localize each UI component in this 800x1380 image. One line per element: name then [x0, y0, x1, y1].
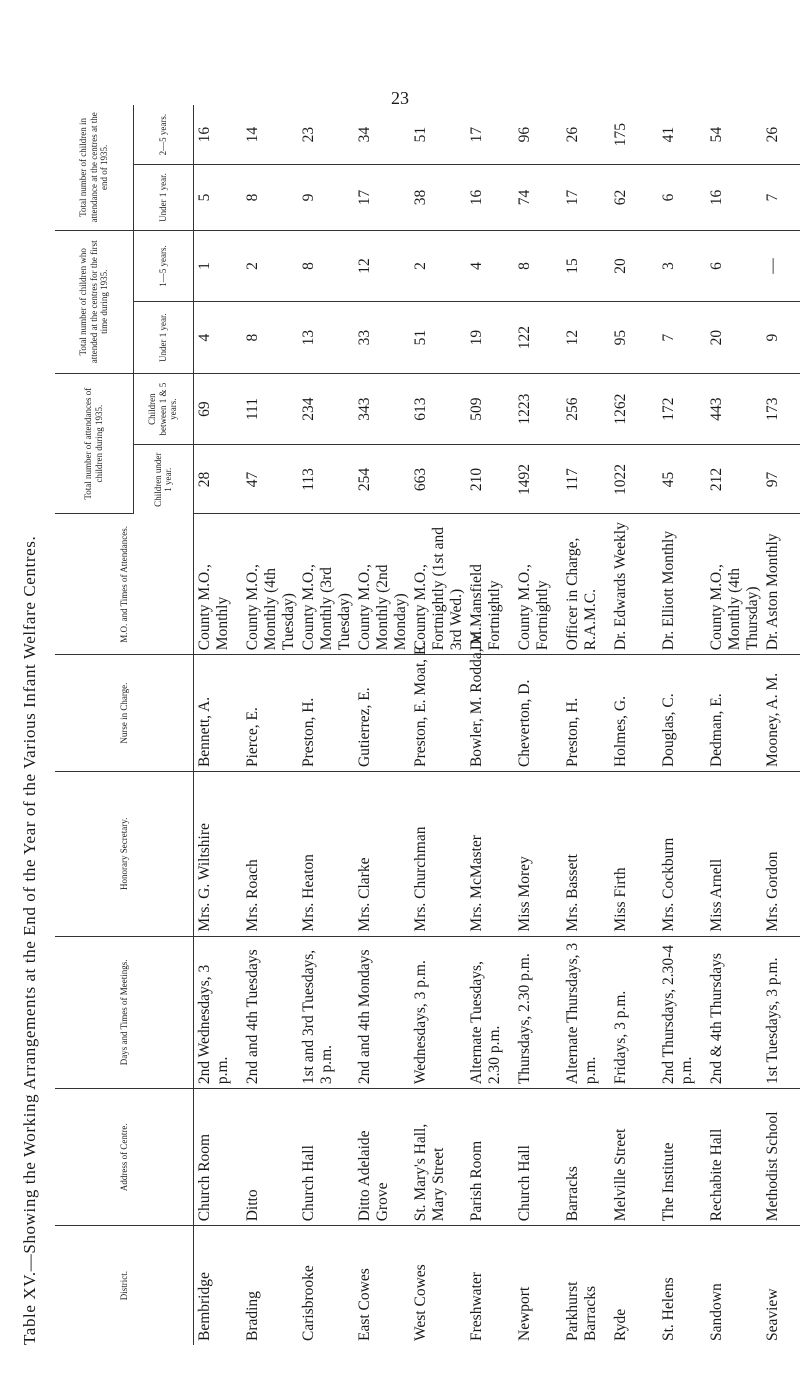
nurse-cell: Gutierrez, E.	[354, 655, 410, 772]
district-cell: Freshwater	[467, 1272, 485, 1341]
district-cell: Carisbrooke	[299, 1265, 317, 1341]
secretary-cell: Mrs. Heaton	[298, 772, 354, 937]
first-time-under1-cell: 51	[410, 302, 466, 374]
meeting-days-cell: 2nd Thursdays, 2.30-4 p.m.	[658, 936, 706, 1089]
meeting-days-cell: 2nd Wednesdays, 3 p.m.	[193, 936, 242, 1089]
end-year-under1-cell: 5	[193, 165, 242, 231]
medical-officer-cell: Officer in Charge, R.A.M.C.	[562, 514, 610, 655]
attendances-under1-cell: 45	[658, 445, 706, 514]
first-time-1to5-cell: 12	[354, 230, 410, 302]
nurse-cell: Bennett, A.	[193, 655, 242, 772]
address-cell: The Institute	[658, 1089, 706, 1226]
rotated-table-wrapper	[55, 105, 781, 1345]
nurse-cell: Bowler, M. Rodda, M.	[466, 655, 514, 772]
district-cell: Brading	[243, 1291, 261, 1341]
first-time-under1-cell: 13	[298, 302, 354, 374]
medical-officer-cell: County M.O., Monthly (2nd Monday)	[354, 514, 410, 655]
nurse-cell: Mooney, A. M.	[762, 655, 800, 772]
meeting-days-cell: 2nd and 4th Mondays	[354, 936, 410, 1089]
attendances-under1-cell: 254	[354, 445, 410, 514]
table-row	[706, 105, 762, 1345]
district-cell: St. Helens	[659, 1277, 677, 1341]
end-year-2to5-cell: 17	[466, 105, 514, 165]
first-time-under1-cell: 95	[610, 302, 658, 374]
end-year-2to5-cell: 26	[762, 105, 800, 165]
address-cell: Church Hall	[298, 1089, 354, 1226]
table-row	[658, 105, 706, 1345]
end-year-under1-cell: 7	[762, 165, 800, 231]
attendances-1to5-cell: 256	[562, 373, 610, 445]
header-medical-officer: M.O. and Times of Attendances.	[55, 514, 193, 655]
attendances-1to5-cell: 509	[466, 373, 514, 445]
header-district: District.	[55, 1226, 193, 1345]
meeting-days-cell: Alternate Tuesdays, 2.30 p.m.	[466, 936, 514, 1089]
first-time-under1-cell: 20	[706, 302, 762, 374]
first-time-1to5-cell: 4	[466, 230, 514, 302]
secretary-cell: Mrs. Churchman	[410, 772, 466, 937]
end-year-under1-cell: 17	[354, 165, 410, 231]
first-time-1to5-cell: 3	[658, 230, 706, 302]
welfare-centres-table	[55, 105, 800, 1345]
first-time-1to5-cell: 1	[193, 230, 242, 302]
attendances-under1-cell: 97	[762, 445, 800, 514]
table-body	[193, 105, 800, 1345]
medical-officer-cell: County M.O., Fortnightly (1st and 3rd Wed.)	[410, 514, 466, 655]
attendances-under1-cell: 28	[193, 445, 242, 514]
medical-officer-cell: Dr. Elliott Monthly	[658, 514, 706, 655]
secretary-cell: Mrs. Bassett	[562, 772, 610, 937]
first-time-1to5-cell: —	[762, 230, 800, 302]
end-year-under1-cell: 9	[298, 165, 354, 231]
table-row	[193, 105, 242, 1345]
attendances-1to5-cell: 234	[298, 373, 354, 445]
medical-officer-cell: Dr. Aston Monthly	[762, 514, 800, 655]
nurse-cell: Holmes, G.	[610, 655, 658, 772]
end-year-under1-cell: 17	[562, 165, 610, 231]
district-cell: Ryde	[611, 1308, 629, 1341]
end-year-2to5-cell: 34	[354, 105, 410, 165]
header-end-year-group: Total number of children in attendance at the centres at the end of 1935.	[55, 105, 133, 230]
nurse-cell: Preston, H.	[298, 655, 354, 772]
attendances-under1-cell: 210	[466, 445, 514, 514]
district-cell: East Cowes	[355, 1268, 373, 1341]
header-first-under1: Under 1 year.	[133, 302, 193, 374]
end-year-2to5-cell: 54	[706, 105, 762, 165]
nurse-cell: Dedman, E.	[706, 655, 762, 772]
attendances-1to5-cell: 172	[658, 373, 706, 445]
attendances-1to5-cell: 443	[706, 373, 762, 445]
address-cell: St. Mary's Hall, Mary Street	[410, 1089, 466, 1226]
medical-officer-cell: County M.O., Monthly	[193, 514, 242, 655]
secretary-cell: Mrs. McMaster	[466, 772, 514, 937]
medical-officer-cell: County M.O., Monthly (3rd Tuesday)	[298, 514, 354, 655]
meeting-days-cell: 2nd & 4th Thursdays	[706, 936, 762, 1089]
medical-officer-cell: County M.O., Monthly (4th Thursday)	[706, 514, 762, 655]
attendances-under1-cell: 1022	[610, 445, 658, 514]
end-year-under1-cell: 74	[514, 165, 562, 231]
attendances-1to5-cell: 1262	[610, 373, 658, 445]
meeting-days-cell: Wednesdays, 3 p.m.	[410, 936, 466, 1089]
medical-officer-cell: County M.O., Fortnightly	[514, 514, 562, 655]
secretary-cell: Miss Arnell	[706, 772, 762, 937]
end-year-2to5-cell: 175	[610, 105, 658, 165]
address-cell: Barracks	[562, 1089, 610, 1226]
end-year-under1-cell: 6	[658, 165, 706, 231]
first-time-under1-cell: 122	[514, 302, 562, 374]
address-cell: Methodist School	[762, 1089, 800, 1226]
header-end-2to5: 2—5 years.	[133, 105, 193, 165]
first-time-1to5-cell: 2	[410, 230, 466, 302]
meeting-days-cell: Thursdays, 2.30 p.m.	[514, 936, 562, 1089]
secretary-cell: Mrs. Cockburn	[658, 772, 706, 937]
nurse-cell: Preston, E. Moat, E.	[410, 655, 466, 772]
end-year-2to5-cell: 23	[298, 105, 354, 165]
district-cell: Newport	[515, 1286, 533, 1341]
nurse-cell: Preston, H.	[562, 655, 610, 772]
end-year-2to5-cell: 26	[562, 105, 610, 165]
secretary-cell: Mrs. Roach	[242, 772, 298, 937]
first-time-1to5-cell: 2	[242, 230, 298, 302]
end-year-under1-cell: 16	[466, 165, 514, 231]
address-cell: Ditto	[242, 1089, 298, 1226]
address-cell: Church Hall	[514, 1089, 562, 1226]
secretary-cell: Mrs. Gordon	[762, 772, 800, 937]
attendances-1to5-cell: 1223	[514, 373, 562, 445]
secretary-cell: Mrs. Clarke	[354, 772, 410, 937]
first-time-1to5-cell: 8	[298, 230, 354, 302]
attendances-1to5-cell: 69	[193, 373, 242, 445]
medical-officer-cell: Dr. Edwards Weekly	[610, 514, 658, 655]
header-nurse: Nurse in Charge.	[55, 655, 193, 772]
table-row	[298, 105, 354, 1345]
header-address: Address of Centre.	[55, 1089, 193, 1226]
table-title: Table XV.—Showing the Working Arrangements at the End of the Year of the Various Infant Welfare Centres.	[20, 535, 39, 1345]
end-year-under1-cell: 8	[242, 165, 298, 231]
meeting-days-cell: 1st and 3rd Tuesdays, 3 p.m.	[298, 936, 354, 1089]
header-att-under1: Children under 1 year.	[133, 445, 193, 514]
first-time-under1-cell: 8	[242, 302, 298, 374]
first-time-under1-cell: 9	[762, 302, 800, 374]
end-year-2to5-cell: 51	[410, 105, 466, 165]
attendances-under1-cell: 1492	[514, 445, 562, 514]
end-year-under1-cell: 16	[706, 165, 762, 231]
secretary-cell: Mrs. G. Wiltshire	[193, 772, 242, 937]
district-cell: Seaview	[763, 1288, 781, 1341]
end-year-under1-cell: 38	[410, 165, 466, 231]
nurse-cell: Pierce, E.	[242, 655, 298, 772]
table-row	[466, 105, 514, 1345]
meeting-days-cell: Alternate Thursdays, 3 p.m.	[562, 936, 610, 1089]
secretary-cell: Miss Morey	[514, 772, 562, 937]
table-row	[514, 105, 562, 1345]
district-cell: West Cowes	[411, 1264, 429, 1341]
table-row	[762, 105, 800, 1345]
district-cell: Sandown	[707, 1283, 725, 1341]
header-att-1to5: Children between 1 & 5 years.	[133, 373, 193, 445]
header-first-1to5: 1—5 years.	[133, 230, 193, 302]
attendances-1to5-cell: 173	[762, 373, 800, 445]
end-year-2to5-cell: 41	[658, 105, 706, 165]
first-time-1to5-cell: 20	[610, 230, 658, 302]
address-cell: Church Room	[193, 1089, 242, 1226]
meeting-days-cell: Fridays, 3 p.m.	[610, 936, 658, 1089]
attendances-1to5-cell: 111	[242, 373, 298, 445]
secretary-cell: Miss Firth	[610, 772, 658, 937]
medical-officer-cell: County M.O., Monthly (4th Tuesday)	[242, 514, 298, 655]
district-cell: Parkhurst Barracks	[563, 1281, 599, 1341]
first-time-under1-cell: 4	[193, 302, 242, 374]
first-time-under1-cell: 7	[658, 302, 706, 374]
medical-officer-cell: Dr. Mansfield Fortnightly	[466, 514, 514, 655]
attendances-1to5-cell: 343	[354, 373, 410, 445]
table-row	[562, 105, 610, 1345]
address-cell: Melville Street	[610, 1089, 658, 1226]
first-time-1to5-cell: 6	[706, 230, 762, 302]
header-secretary: Honorary Secretary.	[55, 772, 193, 937]
header-attendances-group: Total number of attendances of children during 1935.	[55, 373, 133, 514]
attendances-under1-cell: 117	[562, 445, 610, 514]
first-time-under1-cell: 12	[562, 302, 610, 374]
first-time-under1-cell: 19	[466, 302, 514, 374]
first-time-1to5-cell: 15	[562, 230, 610, 302]
table-header	[55, 105, 193, 1345]
nurse-cell: Cheverton, D.	[514, 655, 562, 772]
header-days: Days and Times of Meetings.	[55, 936, 193, 1089]
attendances-under1-cell: 47	[242, 445, 298, 514]
attendances-under1-cell: 663	[410, 445, 466, 514]
table-row	[242, 105, 298, 1345]
page-number: 23	[391, 88, 409, 108]
first-time-under1-cell: 33	[354, 302, 410, 374]
header-end-under1: Under 1 year.	[133, 165, 193, 231]
district-cell: Bembridge	[195, 1272, 213, 1341]
address-cell: Rechabite Hall	[706, 1089, 762, 1226]
attendances-1to5-cell: 613	[410, 373, 466, 445]
table-row	[410, 105, 466, 1345]
end-year-under1-cell: 62	[610, 165, 658, 231]
header-first-time-group: Total number of children who attended at the centres for the first time during 1935.	[55, 230, 133, 373]
attendances-under1-cell: 113	[298, 445, 354, 514]
meeting-days-cell: 1st Tuesdays, 3 p.m.	[762, 936, 800, 1089]
attendances-under1-cell: 212	[706, 445, 762, 514]
end-year-2to5-cell: 16	[193, 105, 242, 165]
nurse-cell: Douglas, C.	[658, 655, 706, 772]
table-row	[354, 105, 410, 1345]
table-row	[610, 105, 658, 1345]
meeting-days-cell: 2nd and 4th Tuesdays	[242, 936, 298, 1089]
end-year-2to5-cell: 14	[242, 105, 298, 165]
end-year-2to5-cell: 96	[514, 105, 562, 165]
address-cell: Parish Room	[466, 1089, 514, 1226]
first-time-1to5-cell: 8	[514, 230, 562, 302]
address-cell: Ditto Adelaide Grove	[354, 1089, 410, 1226]
